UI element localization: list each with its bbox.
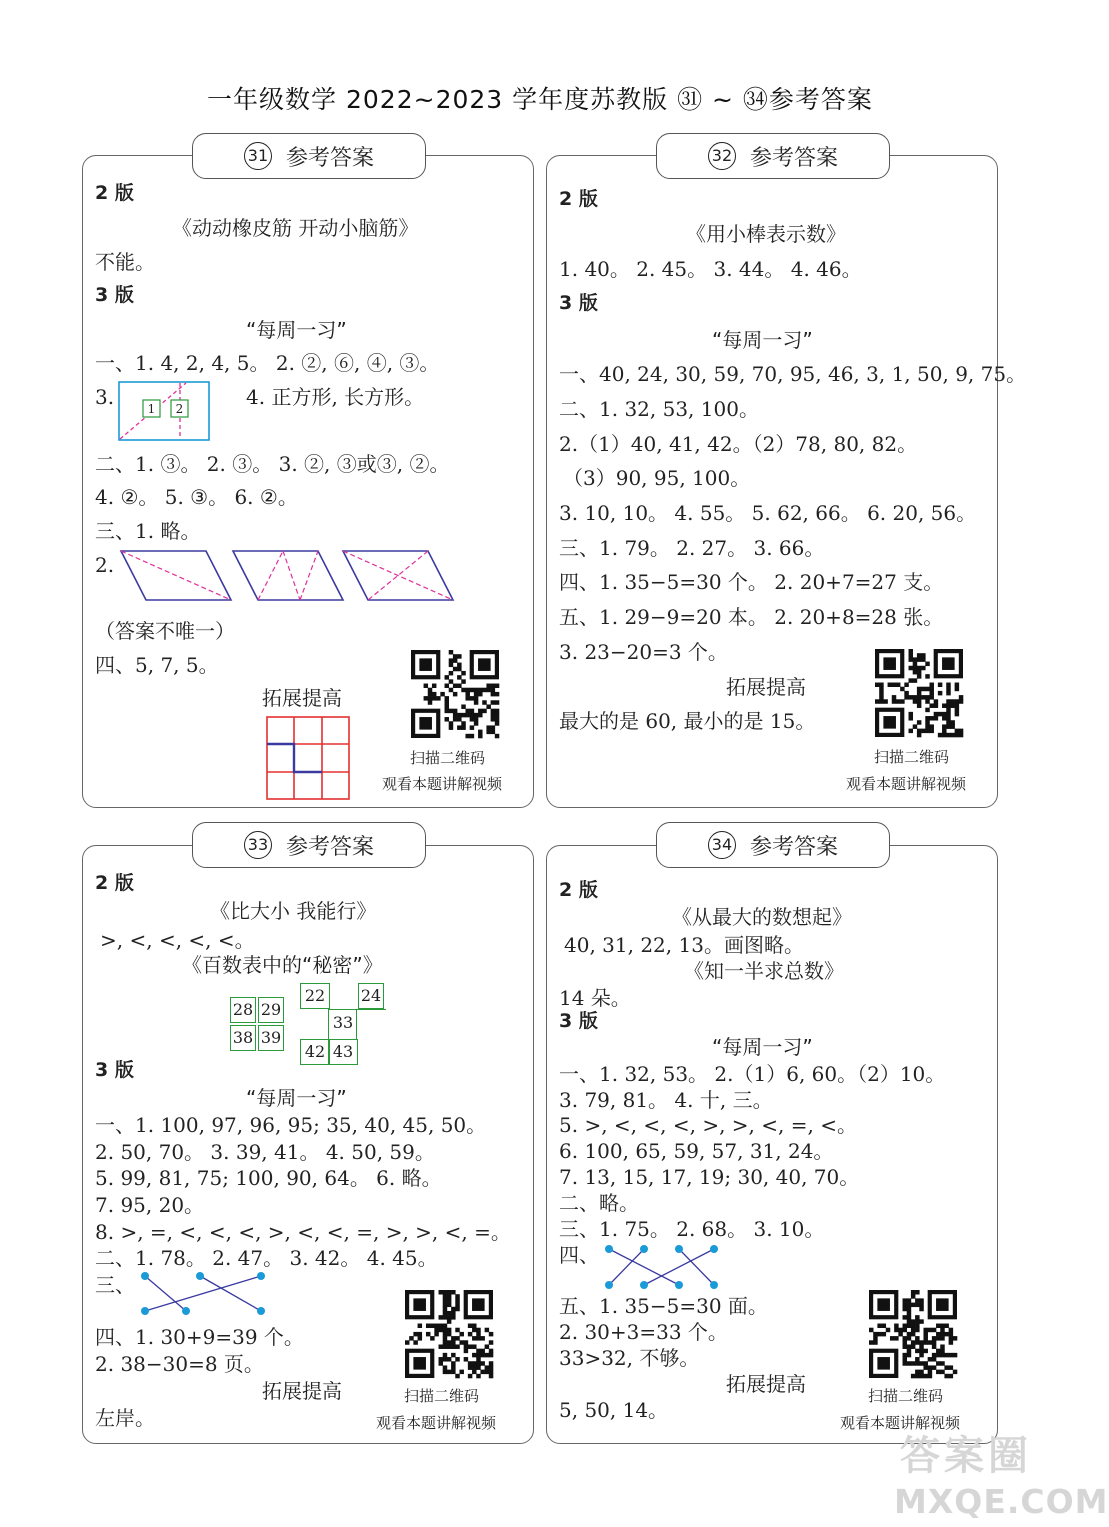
figure-label-1: 1 (147, 402, 156, 416)
qr-code-icon (405, 1290, 493, 1378)
qr-caption: 观看本题讲解视频 (376, 1414, 497, 1432)
edition-label: 3 版 (95, 1059, 134, 1081)
answer-line: 5, 50, 14。 (559, 1398, 669, 1422)
answer-line: 二、略。 (559, 1191, 639, 1215)
grid-cell: 24 (358, 983, 384, 1009)
answer-line: 三、 (95, 1273, 135, 1297)
edition-label: 2 版 (95, 182, 134, 204)
rectangle-split-figure (118, 380, 212, 442)
answer-line: 四、5, 7, 5。 (95, 653, 219, 677)
grid-cell: 39 (258, 1025, 284, 1051)
answer-line: 四、1. 30+9=39 个。 (95, 1325, 304, 1349)
extension-title: 拓展提高 (262, 1379, 342, 1403)
qr-caption: 观看本题讲解视频 (846, 775, 967, 793)
answer-line: 一、1. 4, 2, 4, 5。 2. ②, ⑥, ④, ③。 (95, 351, 440, 375)
answer-line: 1. 40。 2. 45。 3. 44。 4. 46。 (559, 257, 862, 281)
figure-label-2: 2 (175, 402, 184, 416)
answer-line: 8. >, =, <, <, <, >, <, <, =, >, >, <, =。 (95, 1220, 511, 1244)
answer-line: 7. 13, 15, 17, 19; 30, 40, 70。 (559, 1165, 860, 1189)
qr-code-icon (875, 649, 963, 737)
watermark-text: 答案圈 (900, 1433, 1032, 1479)
answer-line: 4. ②。 5. ③。 6. ②。 (95, 485, 298, 509)
answer-line: 四、1. 35−5=30 个。 2. 20+7=27 支。 (559, 570, 944, 594)
grid-cell: 22 (300, 983, 330, 1009)
answer-line: 左岸。 (95, 1406, 155, 1430)
answer-line: 7. 95, 20。 (95, 1193, 205, 1217)
answer-line: 三、1. 略。 (95, 519, 201, 543)
circled-number: 34 (708, 831, 736, 859)
answer-line: 6. 100, 65, 59, 57, 31, 24。 (559, 1139, 834, 1163)
edition-label: 3 版 (559, 1010, 598, 1032)
lesson-title: 《比大小 我能行》 (210, 899, 377, 923)
lesson-title: 《从最大的数想起》 (672, 905, 852, 929)
answer-note: （答案不唯一） (95, 619, 235, 643)
edition-label: 3 版 (95, 284, 134, 306)
answer-line: 一、40, 24, 30, 59, 70, 95, 46, 3, 1, 50, 9, 75。 (559, 362, 1027, 386)
panel-header-32 (656, 133, 890, 179)
parallelogram-figures (118, 548, 468, 604)
matching-lines-figure (604, 1244, 724, 1292)
page-title: 一年级数学 2022~2023 学年度苏教版 ㉛ ~ ㉞参考答案 (207, 85, 873, 114)
header-label: 参考答案 (285, 145, 374, 171)
grid-cell: 42 (300, 1039, 330, 1065)
header-label: 参考答案 (749, 834, 838, 860)
answer-line: 四、 (559, 1243, 599, 1267)
lesson-title: 《用小棒表示数》 (686, 222, 846, 246)
answer-line: 40, 31, 22, 13。画图略。 (564, 933, 804, 957)
circled-number: 33 (244, 831, 272, 859)
qr-caption: 观看本题讲解视频 (382, 775, 503, 793)
answer-line: 不能。 (95, 250, 155, 274)
edition-label: 2 版 (559, 188, 598, 210)
answer-line: >, <, <, <, <。 (100, 928, 255, 952)
lesson-title: 《百数表中的“秘密”》 (182, 953, 383, 977)
answer-line: 3. 79, 81。 4. 十, 三。 (559, 1088, 773, 1112)
answer-line: 2.（1）40, 41, 42。（2）78, 80, 82。 (559, 432, 918, 456)
extension-title: 拓展提高 (726, 675, 806, 699)
answer-line: 2. 50, 70。 3. 39, 41。 4. 50, 59。 (95, 1140, 435, 1164)
grid-cell: 33 (332, 1013, 354, 1032)
circled-number: 32 (708, 142, 736, 170)
extension-title: 拓展提高 (262, 686, 342, 710)
grid-figure (265, 715, 353, 803)
edition-label: 2 版 (559, 879, 598, 901)
answer-line: 3. 10, 10。 4. 55。 5. 62, 66。 6. 20, 56。 (559, 501, 977, 525)
answer-line: 2. 38−30=8 页。 (95, 1352, 264, 1376)
extension-title: 拓展提高 (726, 1372, 806, 1396)
answer-line: 2. 30+3=33 个。 (559, 1320, 728, 1344)
answer-line: （3）90, 95, 100。 (563, 466, 751, 490)
answer-line: 5. >, <, <, <, >, >, <, =, <。 (559, 1113, 857, 1137)
qr-code-icon (411, 650, 499, 738)
section-title: “每周一习” (246, 1086, 347, 1110)
matching-lines-figure (138, 1270, 268, 1318)
answer-line: 三、1. 79。 2. 27。 3. 66。 (559, 536, 825, 560)
lesson-title: 《动动橡皮筋 开动小脑筋》 (172, 216, 419, 240)
edition-label: 2 版 (95, 872, 134, 894)
answer-line: 五、1. 29−9=20 本。 2. 20+8=28 张。 (559, 605, 944, 629)
qr-caption: 扫描二维码 (404, 1387, 480, 1405)
grid-cell: 38 (230, 1025, 256, 1051)
answer-line: 二、1. 78。 2. 47。 3. 42。 4. 45。 (95, 1246, 438, 1270)
qr-code-icon (869, 1290, 957, 1378)
qr-caption: 扫描二维码 (410, 749, 486, 767)
answer-line: 4. 正方形, 长方形。 (246, 385, 425, 409)
grid-cell: 28 (230, 997, 256, 1023)
section-title: “每周一习” (712, 328, 813, 352)
section-title: “每周一习” (712, 1035, 813, 1059)
answer-line: 3. 23−20=3 个。 (559, 640, 728, 664)
answer-line: 三、1. 75。 2. 68。 3. 10。 (559, 1217, 825, 1241)
panel-header-34 (656, 822, 890, 868)
edition-label: 3 版 (559, 292, 598, 314)
answer-line: 2. (95, 553, 115, 577)
answer-line: 二、1. 32, 53, 100。 (559, 397, 759, 421)
answer-line: 五、1. 35−5=30 面。 (559, 1294, 768, 1318)
panel-header-33 (192, 822, 426, 868)
answer-line: 一、1. 32, 53。 2.（1）6, 60。（2）10。 (559, 1062, 946, 1086)
lesson-title: 《知一半求总数》 (684, 959, 844, 983)
watermark-domain: MXQE.COM (894, 1482, 1109, 1521)
watermark-logo (880, 1420, 1109, 1527)
answer-line: 33>32, 不够。 (559, 1346, 700, 1370)
answer-line: 二、1. ③。 2. ③。 3. ②, ③或③, ②。 (95, 452, 450, 476)
header-label: 参考答案 (285, 834, 374, 860)
header-label: 参考答案 (749, 145, 838, 171)
section-title: “每周一习” (246, 318, 347, 342)
answer-line: 一、1. 100, 97, 96, 95; 35, 40, 45, 50。 (95, 1113, 487, 1137)
panel-header-31 (192, 133, 426, 179)
answer-line: 5. 99, 81, 75; 100, 90, 64。 6. 略。 (95, 1166, 442, 1190)
grid-cell: 29 (258, 997, 284, 1023)
qr-caption: 观看本题讲解视频 (840, 1414, 961, 1432)
qr-caption: 扫描二维码 (868, 1387, 944, 1405)
grid-cell: 43 (328, 1039, 358, 1065)
qr-caption: 扫描二维码 (874, 748, 950, 766)
answer-line: 最大的是 60, 最小的是 15。 (559, 709, 816, 733)
answer-line: 3. (95, 385, 115, 409)
answer-line: 14 朵。 (559, 986, 631, 1010)
circled-number: 31 (244, 142, 272, 170)
